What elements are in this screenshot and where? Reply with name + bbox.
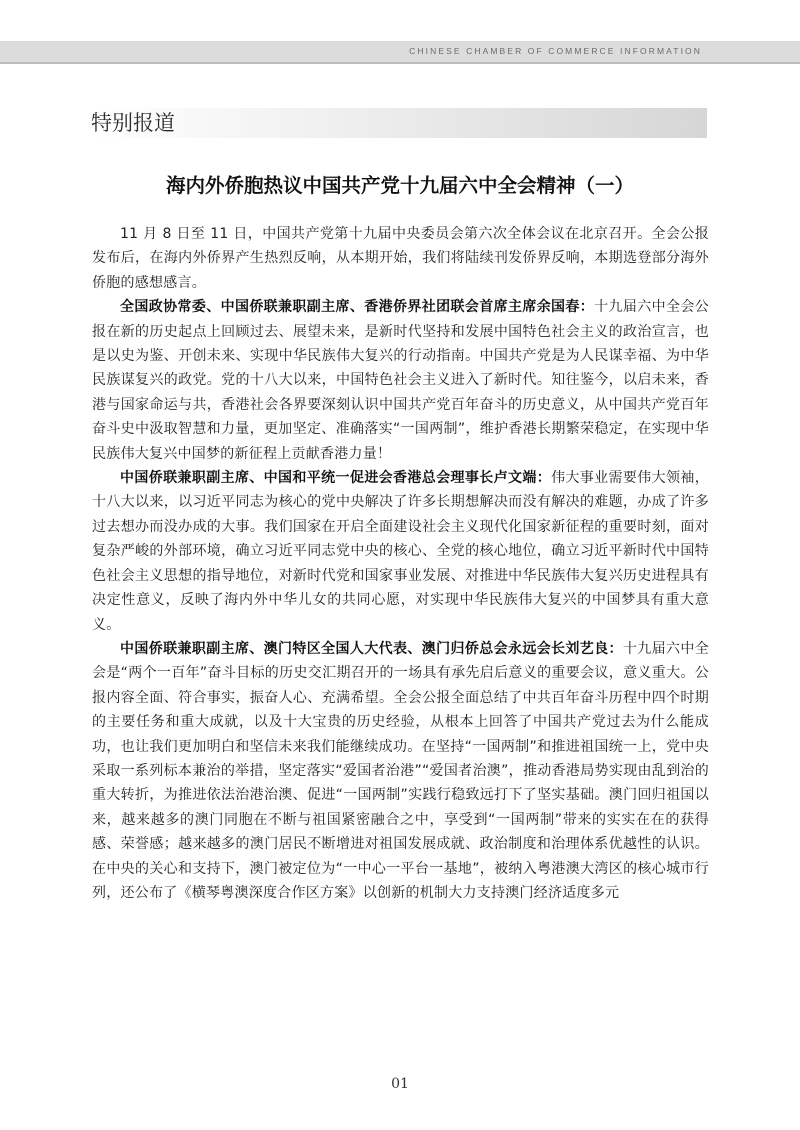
- article-title: 海内外侨胞热议中国共产党十九届六中全会精神（一）: [165, 174, 634, 197]
- running-header-band: [0, 41, 800, 64]
- intro-paragraph: 11 月 8 日至 11 日，中国共产党第十九届中央委员会第六次全体会议在北京召开。全会公报发布后，在海内外侨界产生热烈反响，从本期开始，我们将陆续刊发侨界反响，本期选登部分海外侨胞的感想感言。: [92, 226, 709, 291]
- section-title: 特别报道: [91, 111, 175, 135]
- statement-text: 十九届六中全会是“两个一百年”奋斗目标的历史交汇期召开的一场具有承先启后意义的重要会议，意义重大。公报内容全面、符合事实，振奋人心、充满希望。全会公报全面总结了中共百年奋斗历程中四个时期的主要任务和重大成就，以及十大宝贵的历史经验，从根本上回答了中国共产党过去为什么能成功，也让我们更加明白和坚信未来我们能继续成功。在坚持“一国两制”和推进祖国统一上，党中央采取一系列标本兼治的举措，坚定落实“爱国者治港”“爱国者治澳”，推动香港局势实现由乱到治的重大转折，为推进依法治港治澳、促进“一国两制”实践行稳致远打下了坚实基础。澳门回归祖国以来，越来越多的澳门同胞在不断与祖国紧密融合之中，享受到“一国两制”带来的实实在在的获得感、荣誉感；越来越多的澳门居民不断增进对祖国发展成就、政治制度和治理体系优越性的认识。在中央的关心和支持下，澳门被定位为“一中心一平台一基地”，被纳入粤港澳大湾区的核心城市行列，还公布了《横琴粤澳深度合作区方案》以创新的机制大力支持澳门经济适度多元: [92, 640, 709, 901]
- page-number: 01: [391, 1076, 409, 1092]
- statement-paragraph: [92, 466, 709, 637]
- statement-paragraph: [92, 295, 709, 466]
- statement-paragraph: [92, 637, 709, 905]
- speaker-name: 中国侨联兼职副主席、澳门特区全国人大代表、澳门归侨总会永远会长刘艺良：: [120, 640, 623, 657]
- statement-text: 伟大事业需要伟大领袖，十八大以来，以习近平同志为核心的党中央解决了许多长期想解决而没有解决的难题，办成了许多过去想办而没办成的大事。我们国家在开启全面建设社会主义现代化国家新征程的重要时刻，面对复杂严峻的外部环境，确立习近平同志党中央的核心、全党的核心地位，确立习近平新时代中国特色社会主义思想的指导地位，对新时代党和国家事业发展、对推进中华民族伟大复兴历史进程具有决定性意义，反映了海内外中华儿女的共同心愿，对实现中华民族伟大复兴的中国梦具有重大意义。: [92, 470, 709, 633]
- article-body: [92, 222, 709, 905]
- speaker-name: 中国侨联兼职副主席、中国和平统一促进会香港总会理事长卢文端：: [120, 470, 552, 487]
- statement-text: 十九届六中全会公报在新的历史起点上回顾过去、展望未来，是新时代坚持和发展中国特色社会主义的政治宣言，也是以史为鉴、开创未来、实现中华民族伟大复兴的行动指南。中国共产党是为人民谋幸福、为中华民族谋复兴的政党。党的十八大以来，中国特色社会主义进入了新时代。知往鉴今，以启未来，香港与国家命运与共，香港社会各界要深刻认识中国共产党百年奋斗的历史意义，从中国共产党百年奋斗史中汲取智慧和力量，更加坚定、准确落实“一国两制”，维护香港长期繁荣稳定，在实现中华民族伟大复兴中国梦的新征程上贡献香港力量！: [92, 299, 710, 462]
- section-banner: [91, 108, 707, 138]
- running-header-title: CHINESE CHAMBER OF COMMERCE INFORMATION: [409, 46, 702, 56]
- speaker-name: 全国政协常委、中国侨联兼职副主席、香港侨界社团联会首席主席余国春：: [120, 299, 595, 316]
